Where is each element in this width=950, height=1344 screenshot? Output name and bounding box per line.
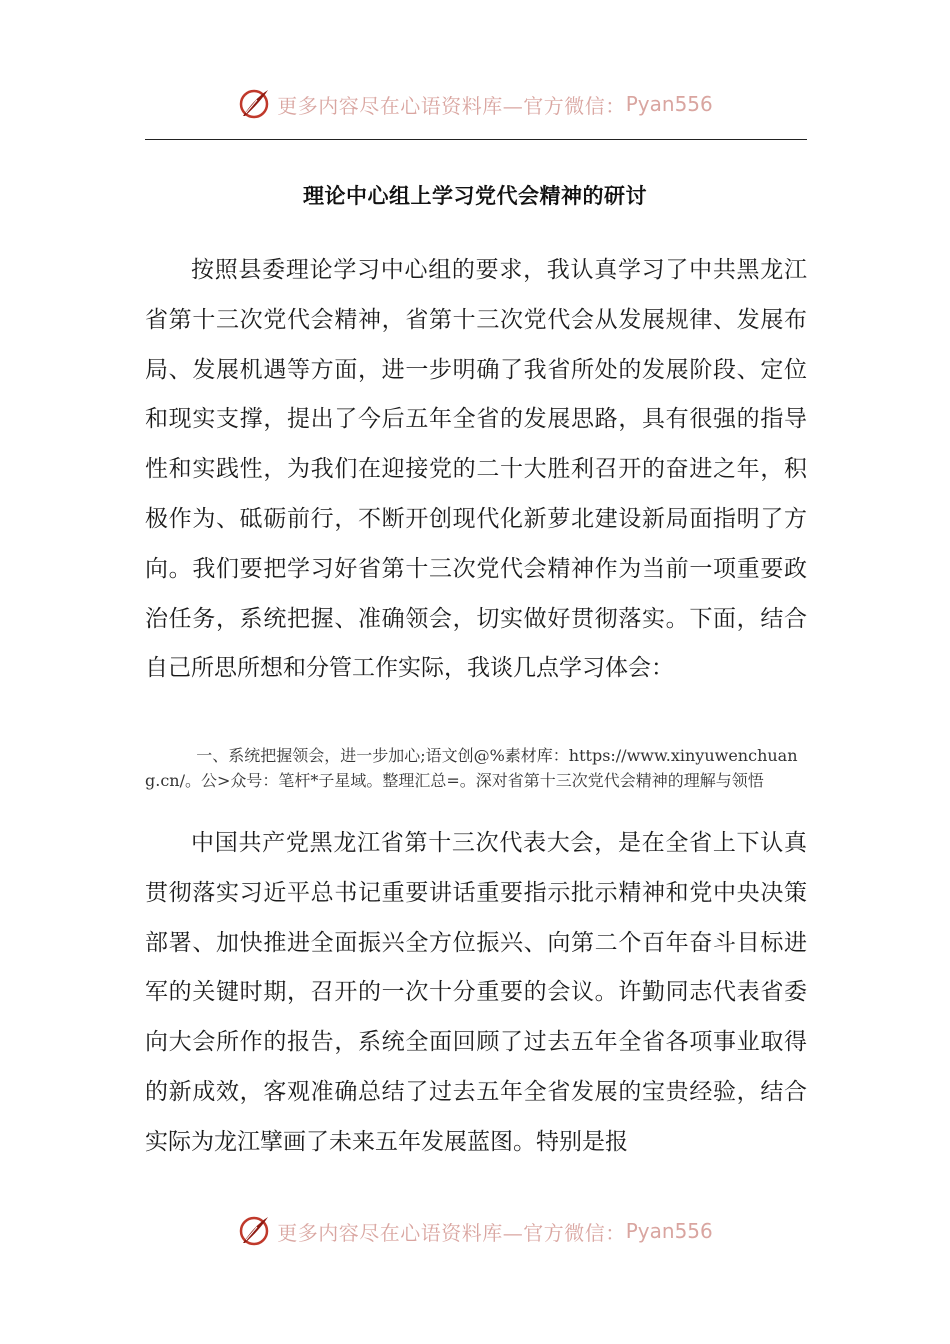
document-title: 理论中心组上学习党代会精神的研讨 [303, 184, 647, 208]
banner-text: 更多内容尽在心语资料库—官方微信： [277, 1220, 626, 1245]
banner-wechat-id: Pyan556 [625, 1219, 713, 1243]
banner-wechat-id: Pyan556 [625, 92, 713, 116]
header-divider [145, 139, 807, 140]
header-banner [0, 84, 950, 124]
body-paragraph-1: 按照县委理论学习中心组的要求，我认真学习了中共黑龙江省第十三次党代会精神，省第十三次党代会从发展规律、发展布局、发展机遇等方面，进一步明确了我省所处的发展阶段、定位和现实支撑，提出了今后五年全省的发展思路，具有很强的指导性和实践性，为我们在迎接党的二十大胜利召开的奋进之年，积极作为、砥砺前行，不断开创现代化新萝北建设新局面指明了方向。我们要把学习好省第十三次党代会精神作为当前一项重要政治任务，系统把握、准确领会，切实做好贯彻落实。下面，结合自己所思所想和分管工作实际，我谈几点学习体会： [145, 257, 807, 682]
banner-text: 更多内容尽在心语资料库—官方微信： [277, 93, 626, 118]
footer-banner [0, 1211, 950, 1251]
quill-pen-logo-icon [237, 1214, 271, 1248]
body-paragraph-2: 中国共产党黑龙江省第十三次代表大会，是在全省上下认真贯彻落实习近平总书记重要讲话重要指示批示精神和党中央决策部署、加快推进全面振兴全方位振兴、向第二个百年奋斗目标进军的关键时期，召开的一次十分重要的会议。许勤同志代表省委向大会所作的报告，系统全面回顾了过去五年全省各项事业取得的新成效，客观准确总结了过去五年全省发展的宝贵经验，结合实际为龙江擘画了未来五年发展蓝图。特别是报 [145, 830, 807, 1155]
quill-pen-logo-icon [237, 87, 271, 121]
section-heading-1: 一、系统把握领会，进一步加心;语文创@%素材库：https://www.xinyuwenchuang.cn/。公>众号：笔杆*子星域。整理汇总=。深对省第十三次党代会精神的理解与领悟 [145, 746, 798, 790]
